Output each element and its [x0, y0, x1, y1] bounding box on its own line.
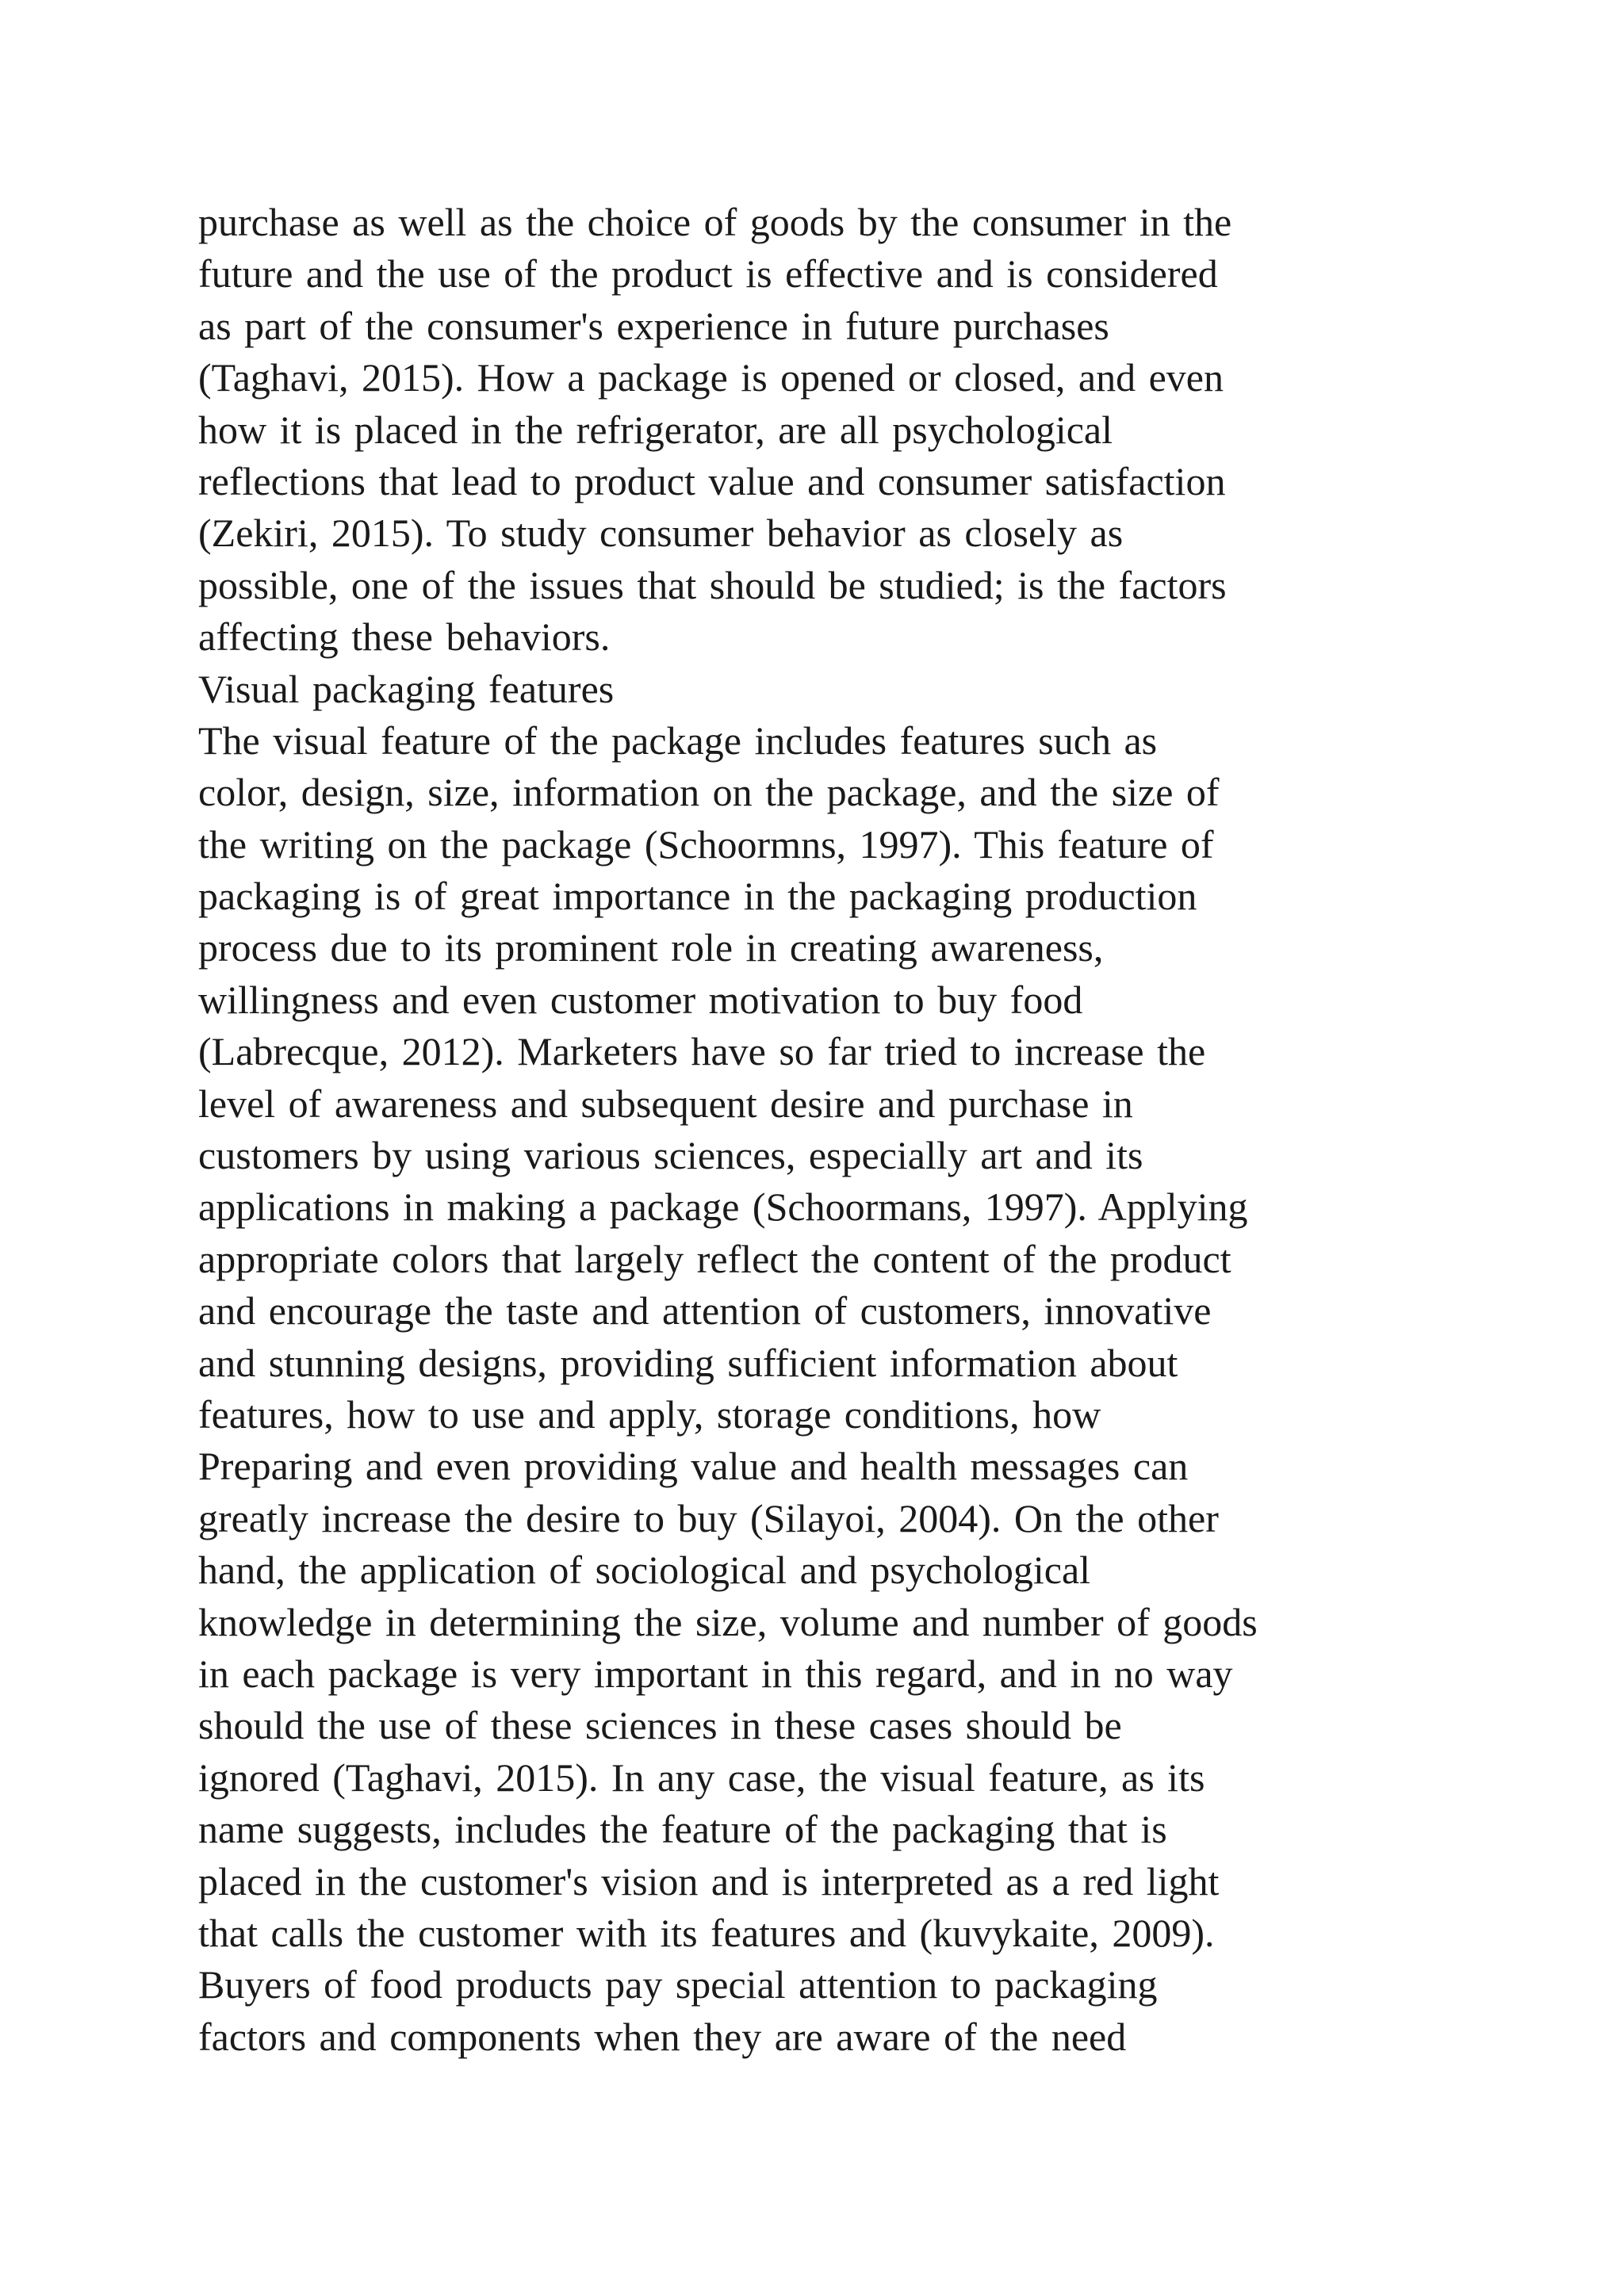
text-line-24: features, how to use and apply, storage conditions, how: [198, 1391, 1101, 1437]
text-line-7: (Zekiri, 2015). To study consumer behavior as closely as: [198, 511, 1124, 556]
text-line-6: reflections that lead to product value and consumer satisfaction: [198, 458, 1226, 503]
text-line-1: purchase as well as the choice of goods by the consumer in the: [198, 200, 1232, 244]
body-text: [198, 197, 1435, 2063]
text-line-12: color, design, size, information on the package, and the size of: [198, 770, 1220, 815]
text-line-20: applications in making a package (Schoormans, 1997). Applying: [198, 1184, 1248, 1230]
text-line-16: willingness and even customer motivation to buy food: [198, 977, 1083, 1022]
text-line-17: (Labrecque, 2012). Marketers have so far tried to increase the: [198, 1029, 1206, 1074]
text-line-3: as part of the consumer's experience in future purchases: [198, 303, 1109, 348]
text-line-23: and stunning designs, providing sufficient information about: [198, 1340, 1178, 1385]
text-line-9: affecting these behaviors.: [198, 614, 611, 660]
text-line-35: Buyers of food products pay special attention to packaging: [198, 1962, 1158, 2007]
text-line-4: (Taghavi, 2015). How a package is opened or closed, and even: [198, 355, 1224, 400]
text-line-27: hand, the application of sociological and psychological: [198, 1548, 1091, 1593]
text-line-28: knowledge in determining the size, volume and number of goods: [198, 1599, 1258, 1644]
text-line-21: appropriate colors that largely reflect the content of the product: [198, 1236, 1231, 1281]
text-line-25: Preparing and even providing value and health messages can: [198, 1444, 1189, 1489]
text-line-30: should the use of these sciences in these cases should be: [198, 1703, 1122, 1748]
section-heading: Visual packaging features: [198, 666, 615, 711]
text-line-22: and encourage the taste and attention of customers, innovative: [198, 1288, 1212, 1334]
text-line-2: future and the use of the product is effective and is considered: [198, 251, 1218, 297]
text-line-34: that calls the customer with its features and (kuvykaite, 2009).: [198, 1910, 1215, 1955]
text-line-29: in each package is very important in this regard, and in no way: [198, 1651, 1233, 1696]
text-line-18: level of awareness and subsequent desire and purchase in: [198, 1081, 1133, 1126]
text-line-19: customers by using various sciences, especially art and its: [198, 1133, 1143, 1178]
text-line-5: how it is placed in the refrigerator, are all psychological: [198, 407, 1113, 452]
text-line-13: the writing on the package (Schoormns, 1997). This feature of: [198, 821, 1214, 867]
text-line-14: packaging is of great importance in the packaging production: [198, 874, 1197, 919]
text-line-31: ignored (Taghavi, 2015). In any case, the visual feature, as its: [198, 1755, 1205, 1800]
text-line-33: placed in the customer's vision and is interpreted as a red light: [198, 1858, 1220, 1904]
text-line-15: process due to its prominent role in creating awareness,: [198, 925, 1104, 970]
text-line-11: The visual feature of the package includes features such as: [198, 718, 1158, 763]
text-line-26: greatly increase the desire to buy (Silayoi, 2004). On the other: [198, 1495, 1219, 1540]
text-line-32: name suggests, includes the feature of the packaging that is: [198, 1807, 1167, 1852]
text-line-36: factors and components when they are aware of the need: [198, 2014, 1127, 2059]
text-line-8: possible, one of the issues that should be studied; is the factors: [198, 562, 1227, 607]
